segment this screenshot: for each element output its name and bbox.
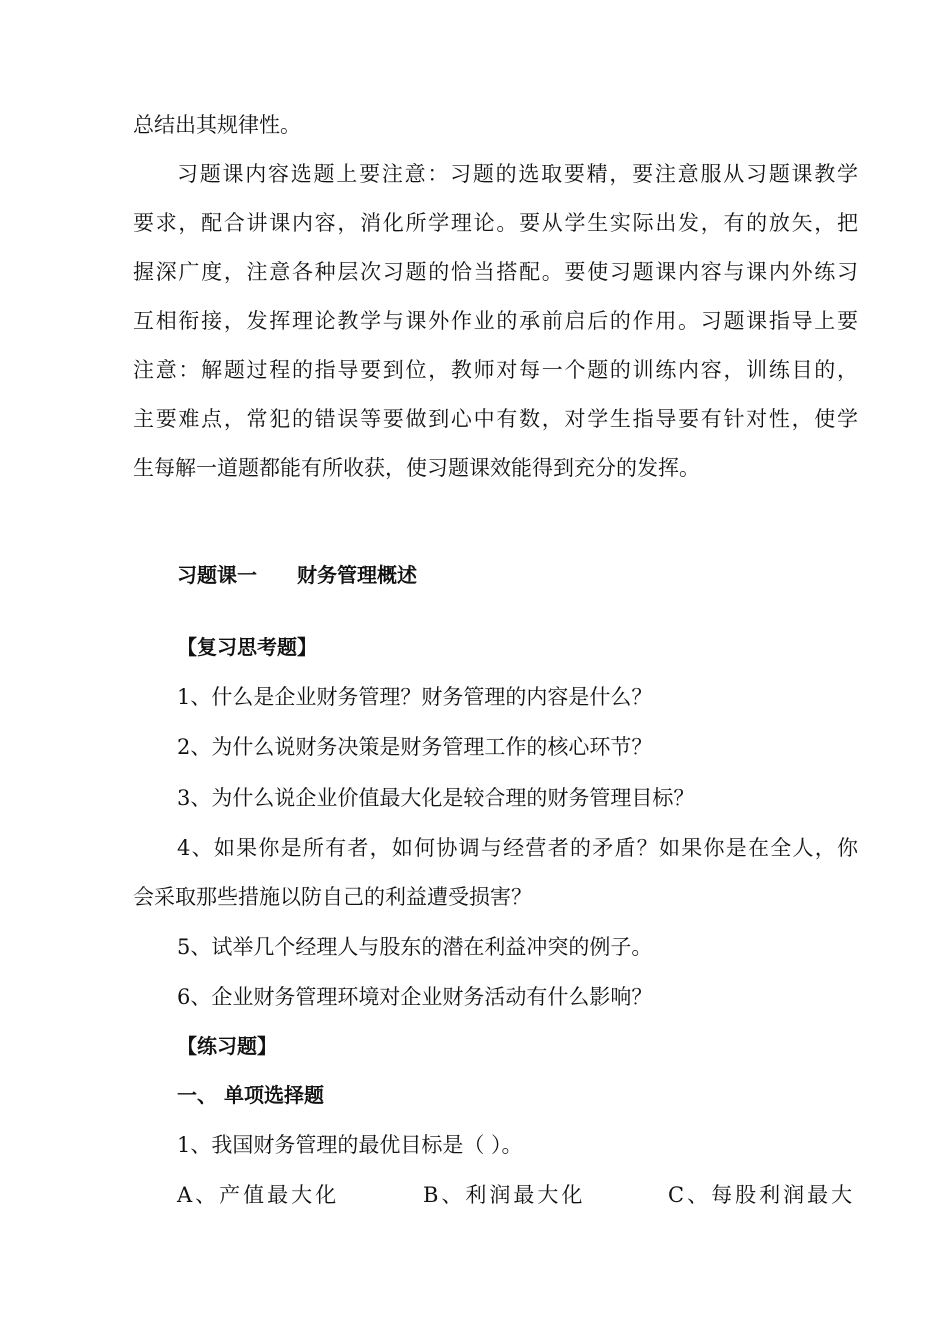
review-question: 3、为什么说企业价值最大化是较合理的财务管理目标？ [177, 786, 695, 810]
exercise-subsection-heading: 一、 单项选择题 [177, 1083, 324, 1107]
option-b: B、利润最大化 [423, 1183, 586, 1207]
option-a: A、产值最大化 [177, 1183, 340, 1207]
exercise-question: 1、我国财务管理的最优目标是（ ）。 [177, 1133, 523, 1157]
review-question-continuation: 会采取那些措施以防自己的利益遭受损害？ [133, 885, 532, 909]
chapter-heading [177, 560, 858, 590]
exercise-section-label: 【练习题】 [177, 1034, 277, 1058]
review-question: 5、试举几个经理人与股东的潜在利益冲突的例子。 [177, 935, 653, 959]
review-question: 6、企业财务管理环境对企业财务活动有什么影响？ [177, 985, 653, 1009]
chapter-number: 习题课一 [177, 563, 257, 587]
review-question: 4、如果你是所有者，如何协调与经营者的矛盾？如果你是在全人，你 [177, 836, 858, 860]
paragraph-line: 习题课内容选题上要注意：习题的选取要精，要注意服从习题课教学 [177, 162, 858, 186]
paragraph-continuation-line: 总结出其规律性。 [133, 113, 301, 137]
paragraph-line: 主要难点，常犯的错误等要做到心中有数，对学生指导要有针对性，使学 [133, 407, 858, 431]
option-c: C、每股利润最大 [668, 1183, 856, 1207]
review-question: 2、为什么说财务决策是财务管理工作的核心环节？ [177, 735, 653, 759]
paragraph-line: 要求，配合讲课内容，消化所学理论。要从学生实际出发，有的放矢，把 [133, 211, 858, 235]
paragraph-line: 注意：解题过程的指导要到位，教师对每一个题的训练内容，训练目的， [133, 358, 858, 382]
answer-options [177, 1180, 858, 1212]
paragraph-line: 生每解一道题都能有所收获，使习题课效能得到充分的发挥。 [133, 456, 700, 480]
paragraph-line: 握深广度，注意各种层次习题的恰当搭配。要使习题课内容与课内外练习 [133, 260, 858, 284]
review-question: 1、什么是企业财务管理？财务管理的内容是什么？ [177, 685, 653, 709]
chapter-title: 财务管理概述 [297, 563, 417, 587]
review-section-label: 【复习思考题】 [177, 635, 317, 659]
paragraph-line: 互相衔接，发挥理论教学与课外作业的承前启后的作用。习题课指导上要 [133, 309, 858, 333]
